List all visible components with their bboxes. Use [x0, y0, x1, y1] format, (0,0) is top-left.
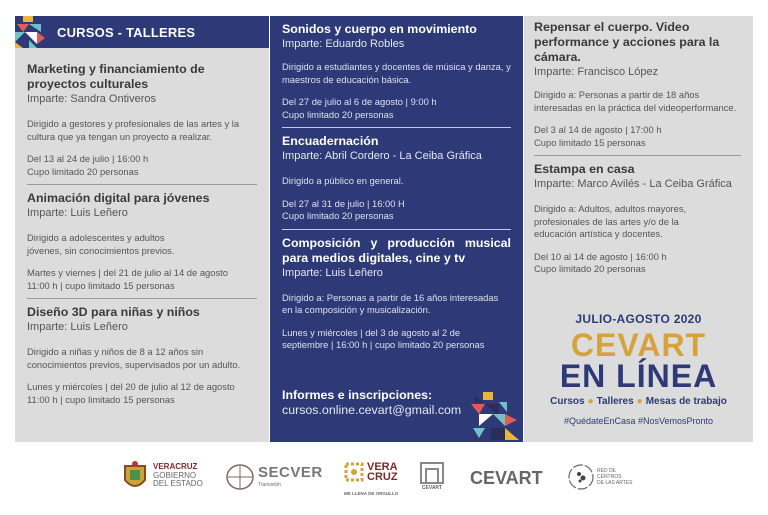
logo-text [258, 464, 323, 490]
divider [27, 184, 257, 185]
promo-period: JULIO-AGOSTO 2020 [575, 312, 702, 326]
course-schedule [282, 96, 511, 121]
course-schedule [534, 124, 743, 149]
course-schedule [282, 327, 511, 352]
logo-line: CENTROS [597, 474, 622, 480]
logo-red-centros [568, 464, 632, 490]
course-description: Dirigido a: Personas a partir de 16 años interesadas en la composición y musicalización. [282, 291, 499, 315]
logo-text [153, 463, 203, 489]
contact-email-link[interactable]: cursos.online.cevart@gmail.com [282, 403, 462, 417]
logo-secver [226, 464, 323, 490]
red-centros-circle-icon [568, 464, 594, 490]
schedule-capacity: Cupo limitado 20 personas [282, 210, 394, 221]
promo-block [524, 312, 753, 426]
course-teacher: Imparte: Luis Leñero [27, 321, 128, 333]
course-description: Dirigido a gestores y profesionales de las artes y la cultura que ya tengan un proyecto a realizar. [27, 118, 240, 142]
course-estampa [524, 162, 753, 276]
divider [534, 155, 741, 156]
right-column [524, 16, 753, 442]
left-column [15, 16, 269, 442]
tag-mesas: Mesas de trabajo [645, 396, 727, 407]
middle-column [270, 16, 523, 442]
schedule-capacity: 11:00 h | cupo limitado 15 personas [27, 279, 175, 291]
course-repensar-cuerpo [524, 20, 753, 149]
course-composicion [270, 236, 523, 352]
course-schedule [27, 381, 257, 406]
logo-gobierno-veracruz [122, 460, 203, 492]
logo-text [367, 462, 398, 482]
course-description: Dirigido a público en general. [282, 175, 404, 186]
course-title: Encuadernación [282, 134, 379, 148]
course-schedule [534, 251, 743, 276]
schedule-capacity: Cupo limitado 20 personas [534, 263, 646, 274]
logo-line: VERACRUZ [153, 462, 198, 472]
course-animacion [15, 191, 269, 292]
logo-veracruz-orgullo [344, 461, 399, 496]
course-diseno-3d [15, 305, 269, 406]
logo-line: DE LAS ARTES [597, 480, 633, 486]
coat-of-arms-icon [122, 460, 148, 492]
course-encuadernacion [270, 134, 523, 223]
course-sonidos [270, 22, 523, 121]
section-header [15, 16, 269, 48]
schedule-capacity: 11:00 h | cupo limitado 15 personas [27, 393, 175, 405]
course-schedule [27, 267, 257, 292]
schedule-dates: Del 13 al 24 de julio | 16:00 h [27, 153, 149, 164]
logo-text [597, 468, 632, 486]
bullet-icon: ● [587, 396, 594, 407]
course-title: Estampa en casa [534, 162, 635, 176]
course-description: Dirigido a: Personas a partir de 18 años interesadas en la práctica del videoperformance. [534, 89, 737, 113]
section-title: CURSOS - TALLERES [57, 24, 196, 40]
mosaic-decoration-icon [471, 392, 521, 440]
schedule-dates: Del 3 al 14 de agosto | 17:00 h [534, 124, 662, 135]
promo-brand-cevart: CEVART [570, 327, 707, 363]
logo-name: CEVART [470, 468, 543, 488]
course-teacher: Imparte: Francisco López [534, 66, 659, 78]
cevart-arch-icon [420, 462, 444, 484]
logo-cevart-big [470, 468, 543, 489]
course-teacher: Imparte: Luis Leñero [282, 266, 383, 279]
promo-brand-en-linea: EN LÍNEA [559, 358, 718, 394]
schedule-dates: Del 10 al 14 de agosto | 16:00 h [534, 250, 667, 262]
schedule-capacity: Cupo limitado 20 personas [282, 108, 394, 120]
schedule-dates: Lunes y miércoles | del 3 de agosto al 2 de [282, 326, 461, 338]
logo-line: CRUZ [367, 471, 398, 483]
logo-name: SECVER [258, 464, 323, 482]
logo-cevart-small [420, 462, 444, 493]
course-description: Dirigido a adolescentes y adultos jóvenes, sin conocimientos previos. [27, 232, 175, 256]
course-description: Dirigido a: Adultos, adultos mayores, profesionales de las artes y/o de la educación artística y docentes. [534, 203, 687, 239]
mosaic-logo-icon [15, 16, 49, 48]
logo-line: RED DE [597, 468, 616, 474]
promo-hashtags: #QuédateEnCasa #NosVemosPronto [563, 416, 714, 426]
logo-line: GOBIERNO [153, 470, 197, 480]
course-title: Animación digital para jóvenes [27, 191, 210, 205]
logo-tagline: ME LLENA DE ORGULLO [344, 491, 399, 496]
promo-tags [524, 396, 753, 407]
schedule-dates: Lunes y miércoles | del 20 de julio al 12 de agosto [27, 381, 235, 392]
schedule-dates: Del 27 de julio al 6 de agosto | 9:00 h [282, 96, 437, 107]
course-teacher: Imparte: Sandra Ontiveros [27, 93, 157, 105]
course-teacher: Imparte: Luis Leñero [27, 207, 128, 219]
course-teacher: Imparte: Eduardo Robles [282, 38, 405, 50]
schedule-capacity: Cupo limitado 15 personas [534, 136, 646, 148]
course-title: Repensar el cuerpo. Video performance y acciones para la cámara. [534, 20, 720, 64]
contact-info [282, 388, 461, 417]
secver-seal-icon [226, 464, 254, 490]
course-teacher: Imparte: Abril Cordero - La Ceiba Gráfica [282, 150, 482, 162]
course-teacher: Imparte: Marco Avilés - La Ceiba Gráfica [534, 178, 732, 190]
tag-cursos: Cursos [550, 396, 585, 407]
course-description: Dirigido a niñas y niños de 8 a 12 años sin conocimientos previos, supervisados por un adulto. [27, 346, 241, 370]
contact-label: Informes e inscripciones: [282, 388, 433, 402]
logo-sub: Transición [258, 482, 281, 489]
tag-talleres: Talleres [596, 396, 634, 407]
course-schedule [27, 153, 257, 178]
course-title: Sonidos y cuerpo en movimiento [282, 22, 477, 36]
divider [282, 127, 511, 128]
course-title: Diseño 3D para niñas y niños [27, 305, 200, 319]
logo-line: VERA [367, 461, 398, 473]
schedule-dates: Martes y viernes | del 21 de julio al 14 de agosto [27, 267, 228, 278]
course-title: Composición y producción musical para medios digitales, cine y tv [282, 235, 511, 265]
course-title: Marketing y financiamiento de proyectos culturales [27, 62, 205, 91]
schedule-capacity: Cupo limitado 20 personas [27, 165, 139, 177]
course-schedule [282, 198, 511, 223]
logo-name: CEVART [421, 485, 443, 491]
divider [282, 229, 511, 230]
logo-line: DEL ESTADO [153, 479, 203, 489]
divider [27, 298, 257, 299]
bullet-icon: ● [636, 396, 643, 407]
schedule-dates: Del 27 al 31 de julio | 16:00 H [282, 197, 405, 209]
star-pattern-icon [344, 462, 364, 482]
course-marketing [15, 62, 269, 178]
footer-logos [0, 460, 768, 500]
schedule-capacity: septiembre | 16:00 h | cupo limitado 20 personas [282, 339, 485, 350]
course-description: Dirigido a estudiantes y docentes de música y danza, y maestros de educación básica. [282, 61, 511, 85]
